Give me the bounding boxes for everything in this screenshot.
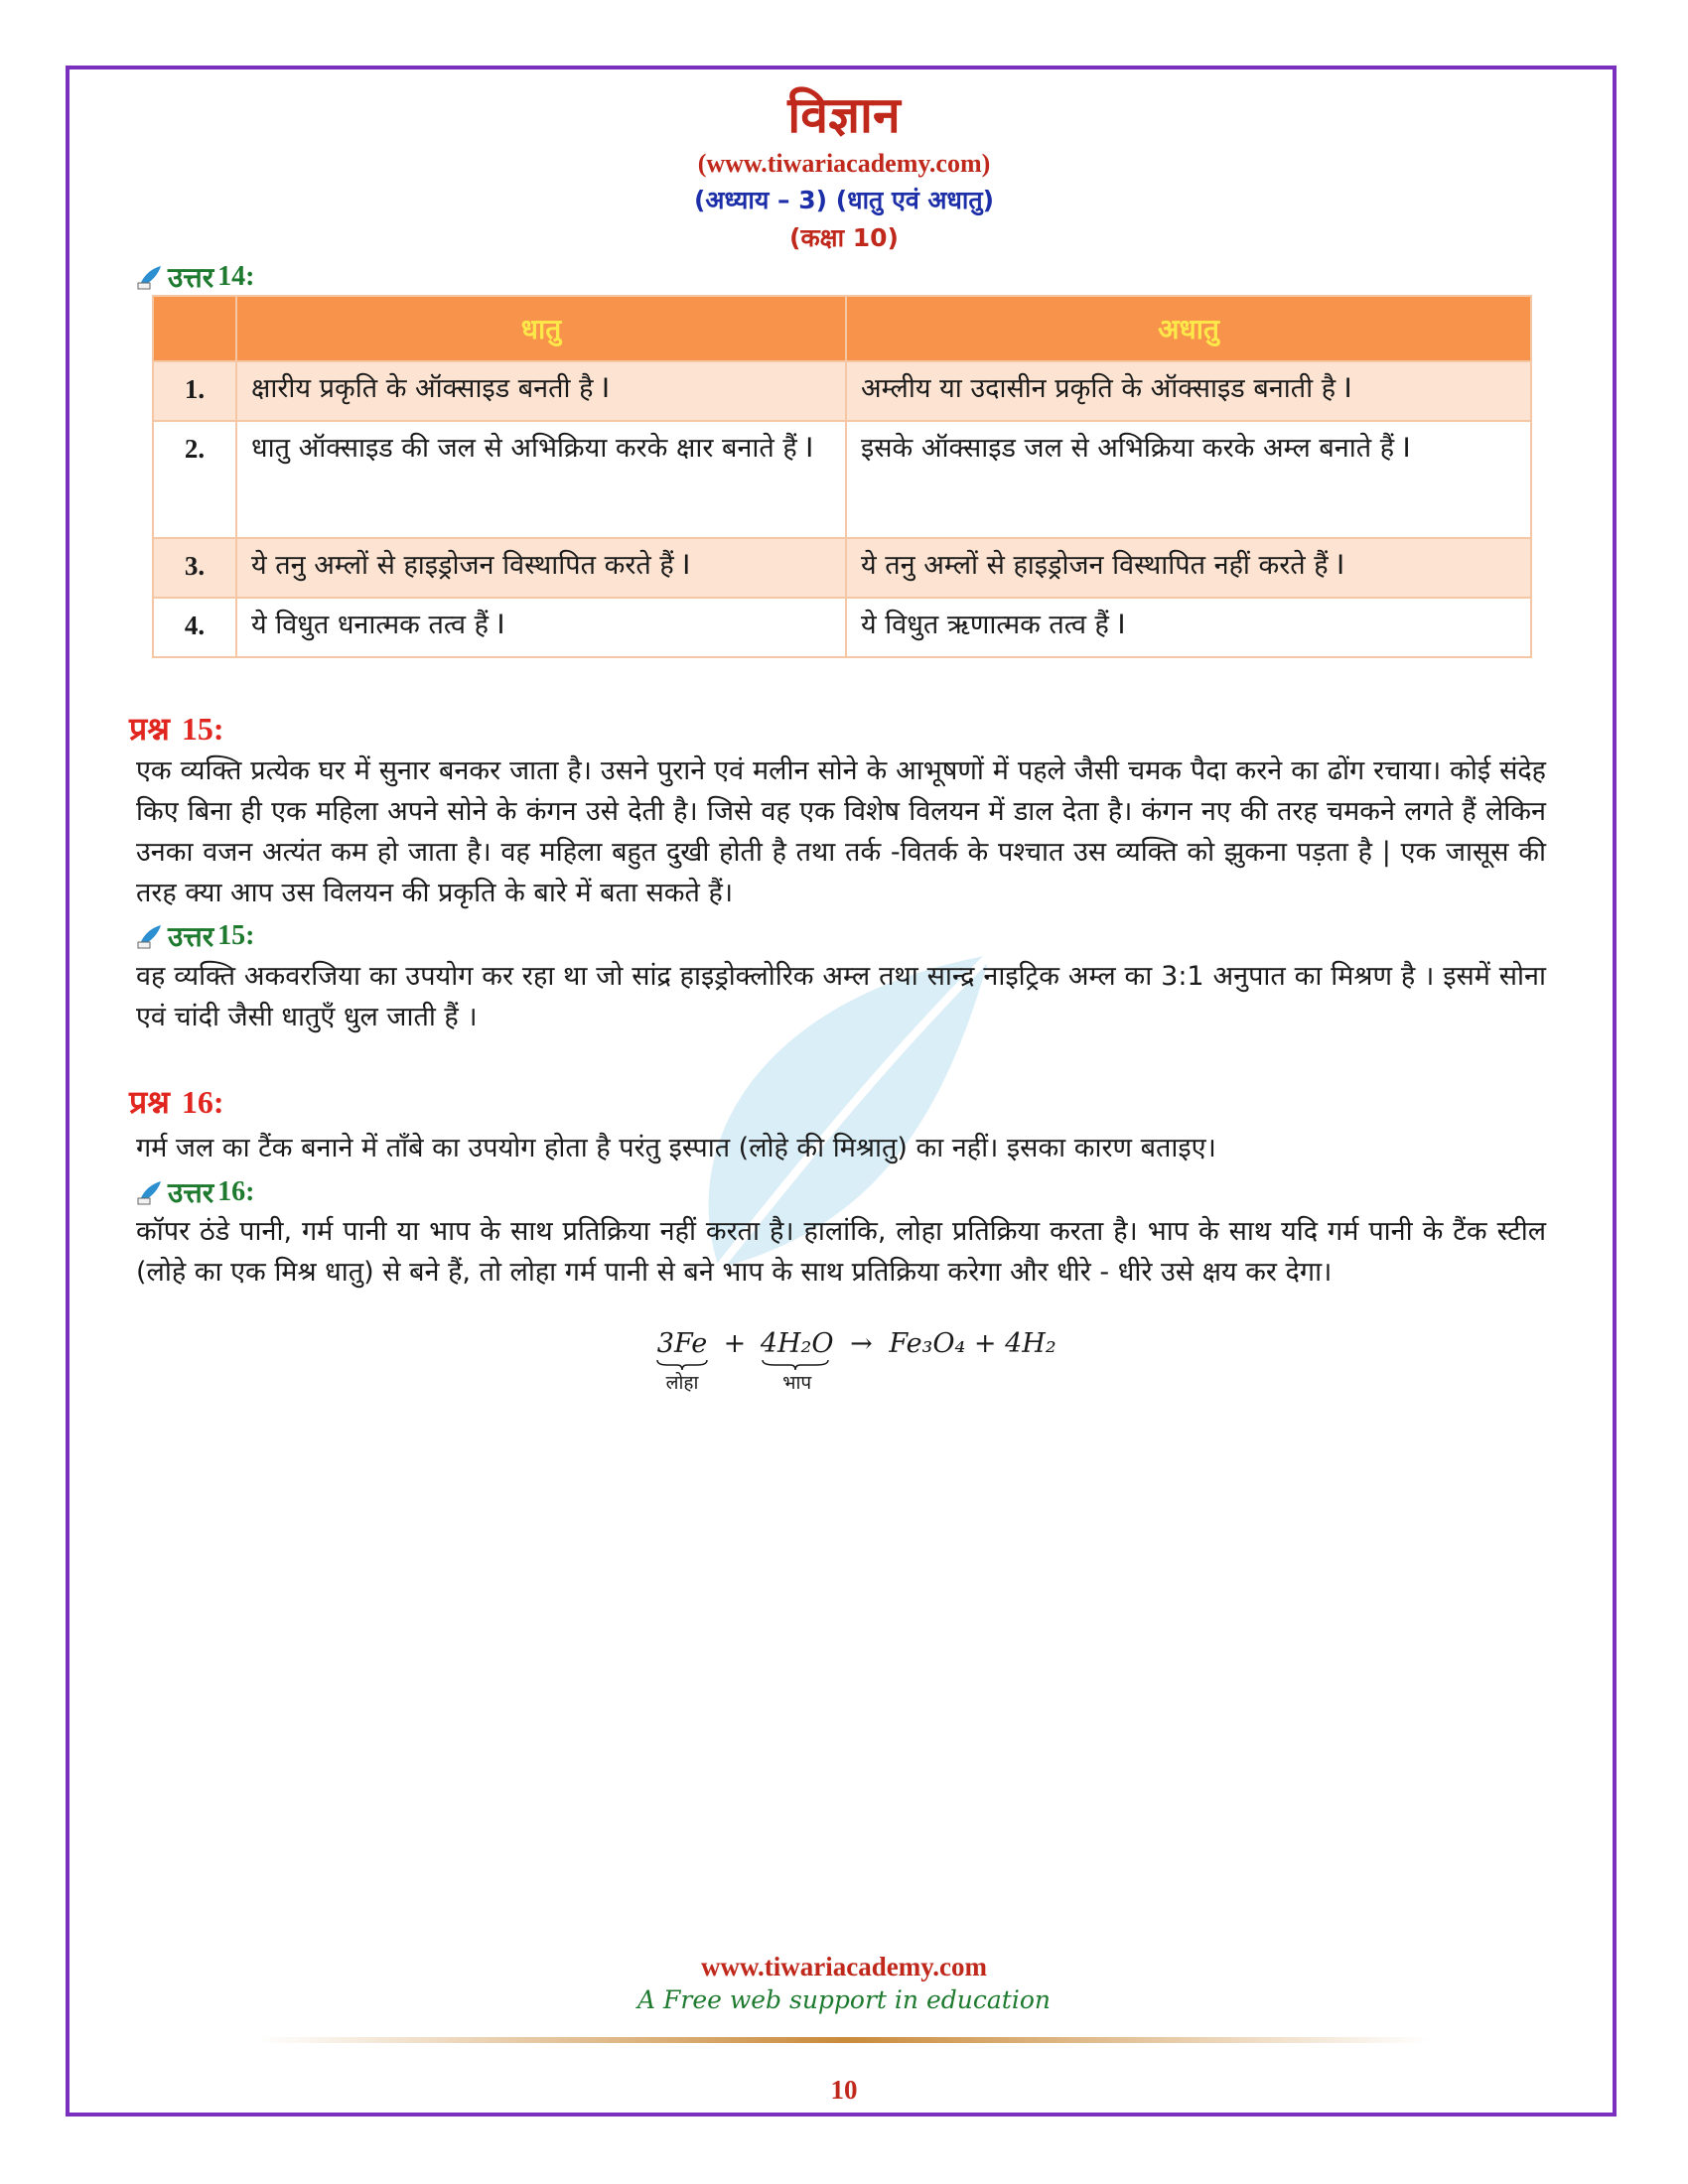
- chemical-equation: [655, 1328, 1056, 1396]
- reactant-water: [761, 1328, 834, 1395]
- question-15-heading: [129, 707, 224, 750]
- table-row: [153, 538, 1531, 598]
- metal-cell: धातु ऑक्साइड की जल से अभिक्रिया करके क्षार बनाते हैं I: [236, 421, 846, 538]
- nonmetal-cell: इसके ऑक्साइड जल से अभिक्रिया करके अम्ल बनाते हैं I: [846, 421, 1531, 538]
- row-number: 3.: [153, 538, 236, 598]
- products: Fe₃O₄ + 4H₂: [889, 1328, 1056, 1359]
- answer-15-heading: [136, 917, 254, 955]
- answer-number: 15:: [217, 920, 255, 951]
- question-15-text: एक व्यक्ति प्रत्येक घर में सुनार बनकर जाता है। उसने पुराने एवं मलीन सोने के आभूषणों में पहले जैसी चमक पैदा करने का ढोंग रचाया। कोई संदेह किए बिना ही एक महिला अपने सोने के कंगन उसे देती है। जिसे वह एक विशेष विलयन में डाल देता है। कंगन नए की तरह चमकने लगते हैं लेकिन उनका वजन अत्यंत कम हो जाता है। वह महिला बहुत दुखी होती है तथा तर्क -वितर्क के पश्चात उस व्यक्ति को झुकना पड़ता है | एक जासूस की तरह क्या आप उस विलयन की प्रकृति के बारे में बता सकते हैं।: [136, 755, 1546, 908]
- reactant-iron-label: लोहा: [665, 1372, 699, 1394]
- row-number: 4.: [153, 598, 236, 657]
- row-number: 2.: [153, 421, 236, 538]
- question-number: 15:: [181, 711, 224, 747]
- table-header-blank: [153, 296, 236, 361]
- question-16-text: गर्म जल का टैंक बनाने में ताँबे का उपयोग होता है परंतु इस्पात (लोहे की मिश्रातु) का नहीं। इसका कारण बताइए।: [136, 1133, 1216, 1163]
- reactant-iron: [655, 1328, 709, 1395]
- quill-icon: [136, 263, 164, 291]
- metal-cell: क्षारीय प्रकृति के ऑक्साइड बनती है I: [236, 361, 846, 421]
- nonmetal-cell: ये विधुत ऋणात्मक तत्व हैं I: [846, 598, 1531, 657]
- question-number: 16:: [181, 1084, 224, 1120]
- row-number: 1.: [153, 361, 236, 421]
- plus-sign: +: [723, 1328, 747, 1359]
- nonmetal-cell: ये तनु अम्लों से हाइड्रोजन विस्थापित नहीं करते हैं I: [846, 538, 1531, 598]
- table-row: [153, 421, 1531, 538]
- table-header-nonmetal: अधातु: [846, 296, 1531, 361]
- answer-label: उत्तर: [168, 920, 214, 953]
- metal-nonmetal-table: [152, 295, 1532, 658]
- footer-tagline: A Free web support in education: [637, 1985, 1051, 2014]
- question-label: प्रश्न: [129, 1083, 170, 1121]
- page-title: विज्ञान: [787, 85, 901, 144]
- class-heading: (कक्षा 10): [789, 223, 899, 252]
- answer-label: उत्तर: [168, 1176, 214, 1209]
- question-label: प्रश्न: [129, 710, 170, 748]
- reactant-iron-formula: 3Fe: [656, 1328, 708, 1359]
- reactant-water-label: भाप: [782, 1372, 812, 1394]
- answer-label: उत्तर: [168, 261, 214, 294]
- answer-16-text: कॉपर ठंडे पानी, गर्म पानी या भाप के साथ प्रतिक्रिया नहीं करता है। हालांकि, लोहा प्रतिक्रिया करता है। भाप के साथ यदि गर्म पानी के टैंक स्टील (लोहे का एक मिश्र धातु) से बने हैं, तो लोहा गर्म पानी से बने भाप के साथ प्रतिक्रिया करेगा और धीरे - धीरे उसे क्षय कर देगा।: [136, 1216, 1547, 1288]
- metal-cell: ये विधुत धनात्मक तत्व हैं I: [236, 598, 846, 657]
- answer-number: 14:: [217, 261, 255, 292]
- answer-14-heading: [136, 258, 254, 296]
- answer-15-text: वह व्यक्ति अकवरजिया का उपयोग कर रहा था जो सांद्र हाइड्रोक्लोरिक अम्ल तथा सान्द्र नाइट्रिक अम्ल का 3:1 अनुपात का मिश्रण है । इसमें सोना एवं चांदी जैसी धातुएँ धुल जाती हैं ।: [136, 961, 1546, 1032]
- table-header-metal: धातु: [236, 296, 846, 361]
- website-link[interactable]: (www.tiwariacademy.com): [697, 149, 991, 178]
- table-row: [153, 598, 1531, 657]
- reaction-arrow: →: [850, 1328, 873, 1359]
- question-16-heading: [129, 1080, 224, 1123]
- footer-divider: [258, 2037, 1430, 2043]
- answer-number: 16:: [217, 1176, 255, 1207]
- table-row: [153, 361, 1531, 421]
- reactant-water-formula: 4H₂O: [760, 1328, 834, 1359]
- quill-icon: [136, 922, 164, 950]
- page-number: 10: [830, 2075, 858, 2105]
- chapter-heading: (अध्याय – 3) (धातु एवं अधातु): [693, 186, 995, 214]
- metal-cell: ये तनु अम्लों से हाइड्रोजन विस्थापित करते हैं I: [236, 538, 846, 598]
- answer-16-heading: [136, 1173, 254, 1211]
- footer-website-link[interactable]: www.tiwariacademy.com: [701, 1952, 987, 1981]
- nonmetal-cell: अम्लीय या उदासीन प्रकृति के ऑक्साइड बनाती है I: [846, 361, 1531, 421]
- quill-icon: [136, 1178, 164, 1206]
